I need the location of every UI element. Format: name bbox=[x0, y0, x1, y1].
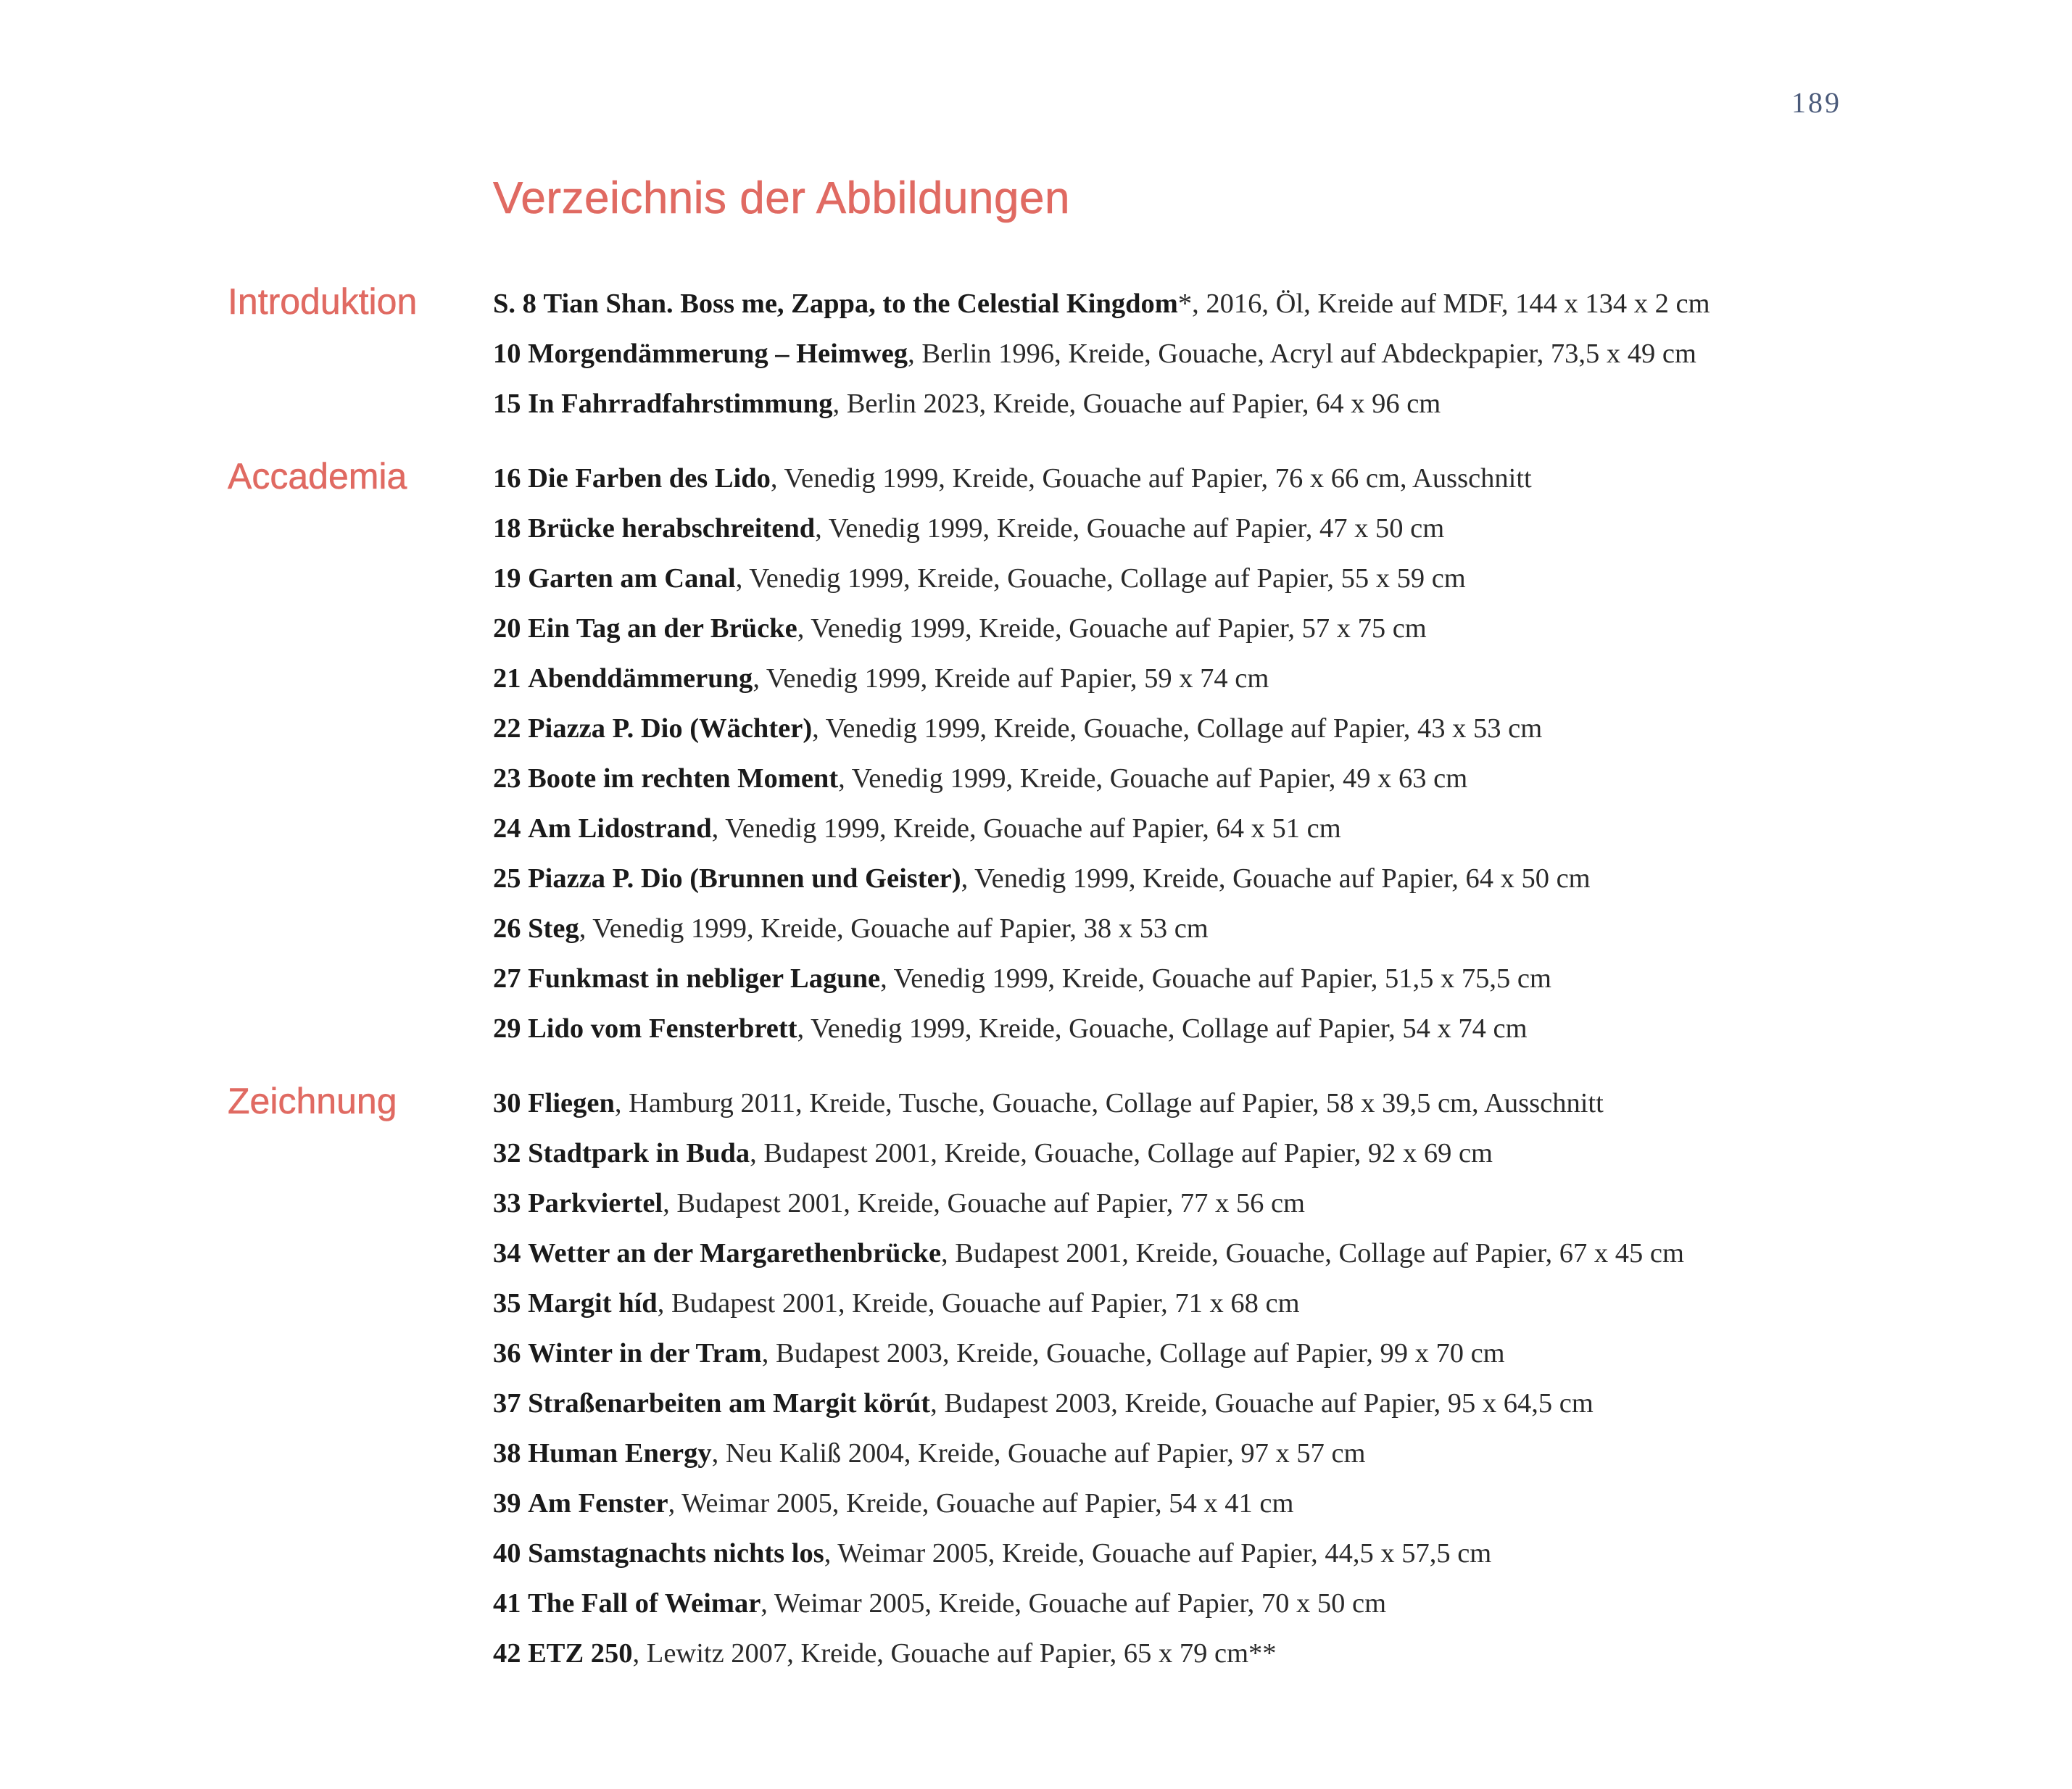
entry-page-number: 39 bbox=[493, 1488, 521, 1519]
entry-title: Brücke herabschreitend bbox=[528, 513, 816, 544]
figure-entry bbox=[493, 754, 2072, 804]
entry-title: Parkviertel bbox=[528, 1188, 663, 1219]
figure-entry bbox=[493, 1629, 2072, 1679]
figure-entry bbox=[493, 704, 2072, 754]
entry-title: Stadtpark in Buda bbox=[528, 1138, 750, 1169]
figure-entry bbox=[493, 454, 2072, 504]
entry-title: The Fall of Weimar bbox=[528, 1588, 761, 1619]
entry-page-number: 25 bbox=[493, 863, 521, 894]
entry-page-number: 21 bbox=[493, 663, 521, 694]
entry-details: , Venedig 1999, Kreide, Gouache auf Papier, 51,5 x 75,5 cm bbox=[880, 963, 1551, 994]
figure-entry bbox=[493, 1579, 2072, 1629]
entry-details: , Budapest 2003, Kreide, Gouache auf Papier, 95 x 64,5 cm bbox=[930, 1388, 1594, 1419]
entry-page-number: 41 bbox=[493, 1588, 521, 1619]
entry-title: Steg bbox=[528, 913, 579, 944]
figure-entry bbox=[493, 329, 2072, 379]
entry-title: Boote im rechten Moment bbox=[528, 763, 839, 794]
entry-details: , Venedig 1999, Kreide, Gouache auf Papier, 64 x 51 cm bbox=[711, 813, 1341, 844]
index-section bbox=[0, 1079, 2072, 1679]
entry-details: , Budapest 2001, Kreide, Gouache, Collage auf Papier, 67 x 45 cm bbox=[941, 1238, 1684, 1269]
entry-list bbox=[493, 454, 2072, 1054]
entry-page-number: 37 bbox=[493, 1388, 521, 1419]
figure-entry bbox=[493, 1379, 2072, 1429]
entry-details: , Weimar 2005, Kreide, Gouache auf Papier, 54 x 41 cm bbox=[668, 1488, 1294, 1519]
figure-entry bbox=[493, 854, 2072, 904]
entry-title: Garten am Canal bbox=[528, 563, 736, 594]
entry-details: , Budapest 2001, Kreide, Gouache auf Papier, 71 x 68 cm bbox=[657, 1288, 1300, 1319]
figure-entry bbox=[493, 1479, 2072, 1529]
figure-entry bbox=[493, 1279, 2072, 1329]
index-section bbox=[0, 279, 2072, 429]
section-label: Zeichnung bbox=[228, 1081, 397, 1121]
entry-title: Samstagnachts nichts los bbox=[528, 1538, 824, 1569]
entry-title: Piazza P. Dio (Wächter) bbox=[528, 713, 813, 744]
entry-title: Straßenarbeiten am Margit körút bbox=[528, 1388, 931, 1419]
entry-page-number: 18 bbox=[493, 513, 521, 544]
figure-entry bbox=[493, 1229, 2072, 1279]
entry-page-number: 26 bbox=[493, 913, 521, 944]
entry-details: , Venedig 1999, Kreide, Gouache auf Papier, 47 x 50 cm bbox=[815, 513, 1445, 544]
entry-details: , Venedig 1999, Kreide, Gouache auf Papier, 38 x 53 cm bbox=[579, 913, 1209, 944]
entry-title: Margit híd bbox=[528, 1288, 658, 1319]
entry-title: Wetter an der Margarethenbrücke bbox=[528, 1238, 942, 1269]
entry-title: Piazza P. Dio (Brunnen und Geister) bbox=[528, 863, 961, 894]
entry-page-number: 15 bbox=[493, 389, 521, 419]
entry-title: Abenddämmerung bbox=[528, 663, 753, 694]
figure-entry bbox=[493, 1004, 2072, 1054]
entry-details: , Venedig 1999, Kreide, Gouache auf Papier, 64 x 50 cm bbox=[961, 863, 1591, 894]
entry-title: Morgendämmerung – Heimweg bbox=[528, 339, 908, 369]
figure-entry bbox=[493, 1179, 2072, 1229]
entry-page-number: S. 8 bbox=[493, 289, 536, 319]
figure-entry bbox=[493, 904, 2072, 954]
entry-page-number: 40 bbox=[493, 1538, 521, 1569]
entry-title: Funkmast in nebliger Lagune bbox=[528, 963, 881, 994]
entry-page-number: 24 bbox=[493, 813, 521, 844]
entry-page-number: 23 bbox=[493, 763, 521, 794]
entry-title: Am Lidostrand bbox=[528, 813, 712, 844]
entry-details: , Weimar 2005, Kreide, Gouache auf Papier, 44,5 x 57,5 cm bbox=[824, 1538, 1492, 1569]
entry-page-number: 16 bbox=[493, 463, 521, 494]
entry-details: , Venedig 1999, Kreide, Gouache, Collage auf Papier, 54 x 74 cm bbox=[797, 1013, 1528, 1044]
entry-details: , Lewitz 2007, Kreide, Gouache auf Papier, 65 x 79 cm** bbox=[632, 1638, 1277, 1669]
figure-index bbox=[0, 279, 2072, 1703]
figure-entry bbox=[493, 1079, 2072, 1129]
entry-details: , Venedig 1999, Kreide, Gouache auf Papier, 49 x 63 cm bbox=[838, 763, 1468, 794]
entry-page-number: 27 bbox=[493, 963, 521, 994]
page-title: Verzeichnis der Abbildungen bbox=[493, 173, 1070, 223]
section-label: Introduktion bbox=[228, 281, 418, 322]
entry-title: Tian Shan. Boss me, Zappa, to the Celestial Kingdom bbox=[543, 289, 1178, 319]
figure-entry bbox=[493, 1529, 2072, 1579]
entry-page-number: 22 bbox=[493, 713, 521, 744]
entry-page-number: 29 bbox=[493, 1013, 521, 1044]
entry-title: Die Farben des Lido bbox=[528, 463, 771, 494]
entry-page-number: 42 bbox=[493, 1638, 521, 1669]
entry-title: ETZ 250 bbox=[528, 1638, 633, 1669]
entry-details: , Venedig 1999, Kreide auf Papier, 59 x 74 cm bbox=[753, 663, 1269, 694]
page-number: 189 bbox=[1791, 86, 1841, 119]
entry-page-number: 20 bbox=[493, 613, 521, 644]
entry-title: Winter in der Tram bbox=[528, 1338, 762, 1369]
entry-details: , Weimar 2005, Kreide, Gouache auf Papier, 70 x 50 cm bbox=[761, 1588, 1387, 1619]
entry-details: , Berlin 2023, Kreide, Gouache auf Papier, 64 x 96 cm bbox=[832, 389, 1441, 419]
figure-entry bbox=[493, 554, 2072, 604]
figure-entry bbox=[493, 1129, 2072, 1179]
entry-details: , Venedig 1999, Kreide, Gouache auf Papier, 57 x 75 cm bbox=[797, 613, 1427, 644]
figure-entry bbox=[493, 804, 2072, 854]
figure-entry bbox=[493, 504, 2072, 554]
entry-page-number: 33 bbox=[493, 1188, 521, 1219]
entry-details: *, 2016, Öl, Kreide auf MDF, 144 x 134 x 2 cm bbox=[1177, 289, 1710, 319]
entry-details: , Budapest 2003, Kreide, Gouache, Collage auf Papier, 99 x 70 cm bbox=[761, 1338, 1505, 1369]
entry-list bbox=[493, 1079, 2072, 1679]
entry-list bbox=[493, 279, 2072, 429]
figure-entry bbox=[493, 1429, 2072, 1479]
entry-details: , Venedig 1999, Kreide, Gouache auf Papier, 76 x 66 cm, Ausschnitt bbox=[770, 463, 1532, 494]
entry-details: , Neu Kaliß 2004, Kreide, Gouache auf Papier, 97 x 57 cm bbox=[711, 1438, 1366, 1469]
entry-details: , Berlin 1996, Kreide, Gouache, Acryl auf Abdeckpapier, 73,5 x 49 cm bbox=[908, 339, 1696, 369]
entry-title: Ein Tag an der Brücke bbox=[528, 613, 797, 644]
entry-page-number: 38 bbox=[493, 1438, 521, 1469]
entry-page-number: 34 bbox=[493, 1238, 521, 1269]
index-section bbox=[0, 454, 2072, 1054]
entry-title: In Fahrradfahrstimmung bbox=[528, 389, 833, 419]
figure-entry bbox=[493, 604, 2072, 654]
entry-page-number: 19 bbox=[493, 563, 521, 594]
entry-title: Human Energy bbox=[528, 1438, 712, 1469]
entry-title: Fliegen bbox=[528, 1088, 615, 1118]
entry-details: , Hamburg 2011, Kreide, Tusche, Gouache, Collage auf Papier, 58 x 39,5 cm, Ausschnitt bbox=[614, 1088, 1604, 1118]
section-label: Accademia bbox=[228, 456, 407, 497]
figure-entry bbox=[493, 279, 2072, 329]
entry-details: , Budapest 2001, Kreide, Gouache, Collage auf Papier, 92 x 69 cm bbox=[750, 1138, 1493, 1169]
entry-page-number: 30 bbox=[493, 1088, 521, 1118]
entry-details: , Budapest 2001, Kreide, Gouache auf Papier, 77 x 56 cm bbox=[663, 1188, 1305, 1219]
entry-title: Am Fenster bbox=[528, 1488, 668, 1519]
entry-page-number: 36 bbox=[493, 1338, 521, 1369]
figure-entry bbox=[493, 954, 2072, 1004]
figure-entry bbox=[493, 379, 2072, 429]
figure-entry bbox=[493, 654, 2072, 704]
entry-details: , Venedig 1999, Kreide, Gouache, Collage auf Papier, 55 x 59 cm bbox=[735, 563, 1466, 594]
entry-page-number: 32 bbox=[493, 1138, 521, 1169]
entry-details: , Venedig 1999, Kreide, Gouache, Collage auf Papier, 43 x 53 cm bbox=[812, 713, 1543, 744]
entry-title: Lido vom Fensterbrett bbox=[528, 1013, 797, 1044]
entry-page-number: 35 bbox=[493, 1288, 521, 1319]
entry-page-number: 10 bbox=[493, 339, 521, 369]
figure-entry bbox=[493, 1329, 2072, 1379]
